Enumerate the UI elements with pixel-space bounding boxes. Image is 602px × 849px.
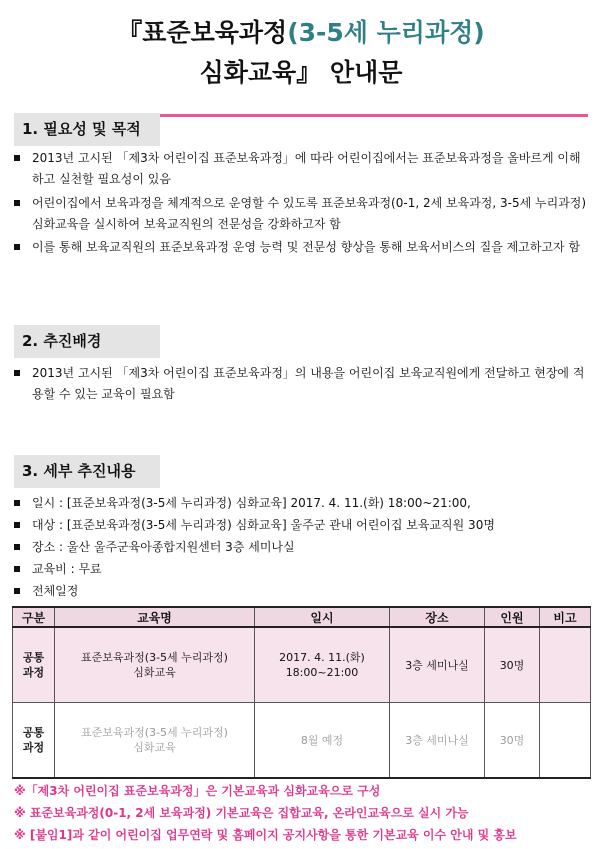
bullet-icon xyxy=(14,370,20,376)
note-cell xyxy=(540,627,591,703)
category-cell: 공통 과정 xyxy=(13,703,55,779)
bullet-icon xyxy=(14,500,20,506)
footnote: ※「제3차 어린이집 표준보육과정」은 기본교육과 심화교육으로 구성 xyxy=(14,784,381,798)
col-header: 장소 xyxy=(390,607,485,627)
course-name-cell: 표준보육과정(3-5세 누리과정) 심화교육 xyxy=(55,627,255,703)
list-item: 전체일정 xyxy=(32,581,78,602)
col-header: 일시 xyxy=(255,607,390,627)
list-item: 대상 : [표준보육과정(3-5세 누리과정) 심화교육] 울주군 관내 어린이집 보육교직원 30명 xyxy=(32,515,495,536)
bullet-icon xyxy=(14,566,20,572)
place-cell: 3층 세미나실 xyxy=(390,703,485,779)
date-cell: 2017. 4. 11.(화) 18:00~21:00 xyxy=(255,627,390,703)
col-header: 인원 xyxy=(485,607,540,627)
count-cell: 30명 xyxy=(485,627,540,703)
bullet-icon xyxy=(14,522,20,528)
footnote: ※ [붙임1]과 같이 어린이집 업무연락 및 홈페이지 공지사항을 통한 기본교육 이수 안내 및 홍보 xyxy=(14,828,517,842)
list-item: 어린이집에서 보육과정을 체계적으로 운영할 수 있도록 표준보육과정(0-1, 2세 보육과정, 3-5세 누리과정) 심화교육을 실시하여 보육교직원의 전문성을 강화하고자 함 xyxy=(32,193,590,235)
course-name-cell: 표준보육과정(3-5세 누리과정) 심화교육 xyxy=(55,703,255,779)
bullet-icon xyxy=(14,544,20,550)
section-heading-1: 1. 필요성 및 목적 xyxy=(14,113,160,146)
list-item: 교육비 : 무료 xyxy=(32,559,102,580)
title-part-a: 『표준보육과정 xyxy=(117,18,288,47)
bullet-icon xyxy=(14,588,20,594)
table-header-row xyxy=(13,607,591,627)
table-row xyxy=(13,627,591,703)
footnote: ※ 표준보육과정(0-1, 2세 보육과정) 기본교육은 집합교육, 온라인교육으로 실시 가능 xyxy=(14,806,469,820)
schedule-table xyxy=(12,606,591,779)
date-cell: 8월 예정 xyxy=(255,703,390,779)
document-title-line2: 심화교육』 안내문 xyxy=(199,58,403,87)
bullet-icon xyxy=(14,244,20,250)
col-header: 구분 xyxy=(13,607,55,627)
note-cell xyxy=(540,703,591,779)
table-row xyxy=(13,703,591,779)
place-cell: 3층 세미나실 xyxy=(390,627,485,703)
list-item: 일시 : [표준보육과정(3-5세 누리과정) 심화교육] 2017. 4. 11.(화) 18:00~21:00, xyxy=(32,493,471,514)
document-title-line1 xyxy=(0,16,602,50)
list-item: 이를 통해 보육교직원의 표준보육과정 운영 능력 및 전문성 향상을 통해 보육서비스의 질을 제고하고자 함 xyxy=(32,237,590,258)
bullet-icon xyxy=(14,155,20,161)
list-item: 2013년 고시된 「제3차 어린이집 표준보육과정」에 따라 어린이집에서는 표준보육과정을 올바르게 이해하고 실천할 필요성이 있음 xyxy=(32,148,590,190)
count-cell: 30명 xyxy=(485,703,540,779)
list-item: 2013년 고시된 「제3차 어린이집 표준보육과정」의 내용을 어린이집 보육교직원에게 전달하고 현장에 적용할 수 있는 교육이 필요함 xyxy=(32,363,590,405)
col-header: 교육명 xyxy=(55,607,255,627)
section-heading-3: 3. 세부 추진내용 xyxy=(14,455,160,488)
title-part-highlight: (3-5세 누리과정) xyxy=(287,18,485,47)
bullet-icon xyxy=(14,200,20,206)
category-cell: 공통 과정 xyxy=(13,627,55,703)
section-heading-2: 2. 추진배경 xyxy=(14,325,160,358)
list-item: 장소 : 울산 울주군육아종합지원센터 3층 세미나실 xyxy=(32,537,295,558)
col-header: 비고 xyxy=(540,607,591,627)
